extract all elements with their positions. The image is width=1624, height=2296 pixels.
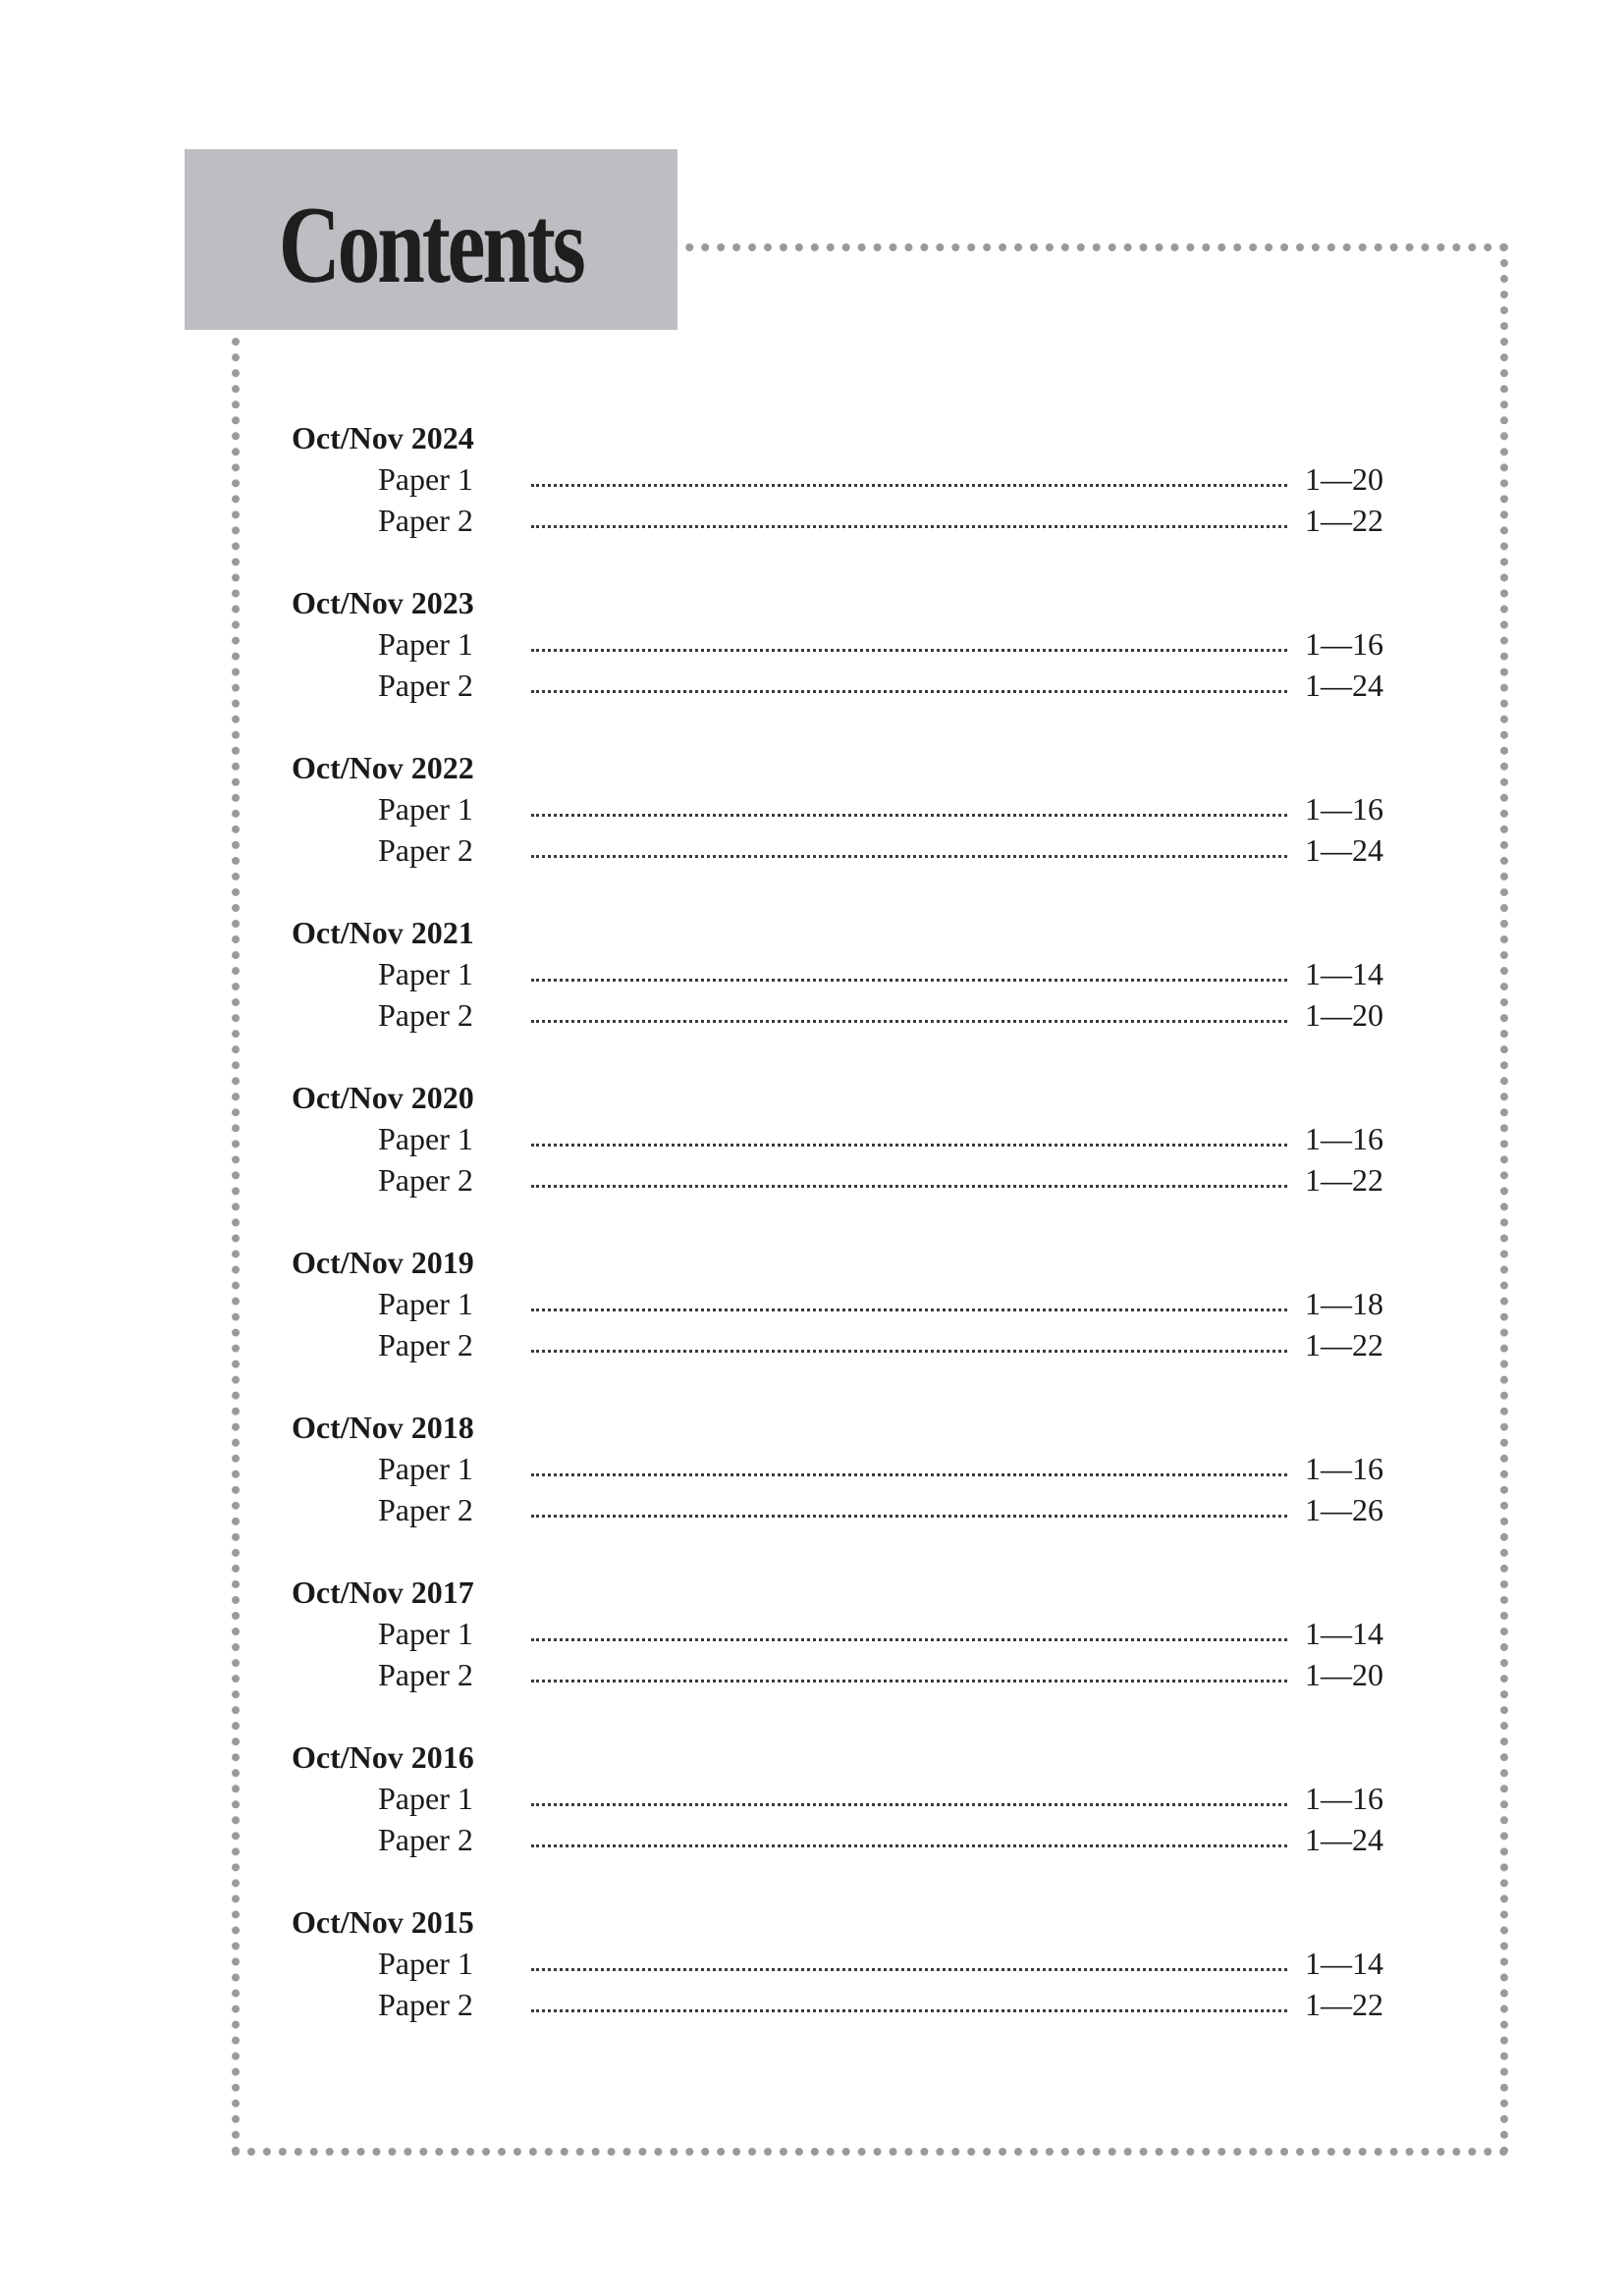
entry-pages: 1—22 (1305, 1162, 1383, 1198)
dot-leader (531, 1515, 1287, 1518)
toc-section (292, 1736, 1391, 1860)
entry-pages: 1—24 (1305, 667, 1383, 703)
toc-entry[interactable] (292, 1489, 1391, 1530)
toc-entry[interactable] (292, 788, 1391, 829)
toc-entry[interactable] (292, 1448, 1391, 1489)
entry-label: Paper 2 (378, 667, 473, 703)
dot-leader (531, 1844, 1287, 1847)
section-title: Oct/Nov 2016 (292, 1739, 474, 1775)
entry-label: Paper 1 (378, 1121, 473, 1156)
toc-entry[interactable] (292, 1778, 1391, 1819)
entry-pages: 1—24 (1305, 1822, 1383, 1857)
entry-label: Paper 1 (378, 461, 473, 497)
entry-pages: 1—14 (1305, 956, 1383, 991)
section-title: Oct/Nov 2018 (292, 1410, 474, 1445)
entry-label: Paper 1 (378, 1451, 473, 1486)
toc-section (292, 1572, 1391, 1695)
section-title: Oct/Nov 2019 (292, 1245, 474, 1280)
entry-pages: 1—16 (1305, 1781, 1383, 1816)
entry-pages: 1—22 (1305, 1987, 1383, 2022)
toc-entry[interactable] (292, 953, 1391, 994)
toc-section (292, 1077, 1391, 1201)
toc-entry[interactable] (292, 1159, 1391, 1201)
toc-entry[interactable] (292, 1819, 1391, 1860)
entry-label: Paper 2 (378, 1657, 473, 1692)
toc-entry[interactable] (292, 623, 1391, 665)
entry-pages: 1—16 (1305, 1451, 1383, 1486)
dot-leader (531, 1020, 1287, 1023)
toc-entry[interactable] (292, 994, 1391, 1036)
entry-label: Paper 1 (378, 956, 473, 991)
section-title: Oct/Nov 2015 (292, 1904, 474, 1940)
entry-label: Paper 2 (378, 1162, 473, 1198)
dot-leader (531, 2009, 1287, 2012)
dot-leader (531, 1803, 1287, 1806)
toc-entry[interactable] (292, 458, 1391, 500)
entry-pages: 1—20 (1305, 1657, 1383, 1692)
page-title: Contents (279, 184, 583, 306)
entry-label: Paper 2 (378, 997, 473, 1033)
entry-label: Paper 1 (378, 626, 473, 662)
dot-leader (531, 484, 1287, 487)
entry-label: Paper 1 (378, 1946, 473, 1981)
dot-leader (531, 814, 1287, 817)
dot-leader (531, 1185, 1287, 1188)
toc-entry[interactable] (292, 665, 1391, 706)
section-title: Oct/Nov 2022 (292, 750, 474, 785)
section-title: Oct/Nov 2021 (292, 915, 474, 950)
entry-pages: 1—16 (1305, 791, 1383, 827)
dot-leader (531, 1308, 1287, 1311)
toc-section (292, 1407, 1391, 1530)
entry-label: Paper 1 (378, 1616, 473, 1651)
entry-label: Paper 1 (378, 791, 473, 827)
dot-leader (531, 855, 1287, 858)
dot-leader (531, 1680, 1287, 1682)
toc-section (292, 747, 1391, 871)
entry-pages: 1—14 (1305, 1946, 1383, 1981)
dot-leader (531, 1968, 1287, 1971)
entry-label: Paper 2 (378, 1822, 473, 1857)
toc-entry[interactable] (292, 1984, 1391, 2025)
dot-leader (531, 1638, 1287, 1641)
dot-leader (531, 525, 1287, 528)
section-title: Oct/Nov 2023 (292, 585, 474, 620)
toc-section (292, 912, 1391, 1036)
entry-pages: 1—16 (1305, 626, 1383, 662)
dot-leader (531, 690, 1287, 693)
toc-entry[interactable] (292, 500, 1391, 541)
entry-pages: 1—22 (1305, 1327, 1383, 1362)
toc-section (292, 1901, 1391, 2025)
entry-label: Paper 2 (378, 1492, 473, 1527)
entry-pages: 1—20 (1305, 461, 1383, 497)
entry-label: Paper 1 (378, 1286, 473, 1321)
entry-label: Paper 2 (378, 503, 473, 538)
toc-entry[interactable] (292, 1654, 1391, 1695)
section-title: Oct/Nov 2017 (292, 1575, 474, 1610)
entry-pages: 1—24 (1305, 832, 1383, 868)
entry-pages: 1—14 (1305, 1616, 1383, 1651)
toc-section (292, 417, 1391, 541)
title-banner (185, 149, 677, 330)
dot-leader (531, 1144, 1287, 1147)
entry-pages: 1—20 (1305, 997, 1383, 1033)
entry-label: Paper 2 (378, 1327, 473, 1362)
table-of-contents (292, 417, 1391, 2066)
toc-section (292, 1242, 1391, 1365)
toc-entry[interactable] (292, 1118, 1391, 1159)
dot-leader (531, 1350, 1287, 1353)
toc-entry[interactable] (292, 1943, 1391, 1984)
section-title: Oct/Nov 2024 (292, 420, 474, 455)
entry-label: Paper 2 (378, 832, 473, 868)
entry-label: Paper 1 (378, 1781, 473, 1816)
toc-entry[interactable] (292, 1324, 1391, 1365)
dot-leader (531, 649, 1287, 652)
section-title: Oct/Nov 2020 (292, 1080, 474, 1115)
toc-entry[interactable] (292, 1613, 1391, 1654)
entry-pages: 1—16 (1305, 1121, 1383, 1156)
entry-label: Paper 2 (378, 1987, 473, 2022)
dot-leader (531, 979, 1287, 982)
entry-pages: 1—22 (1305, 503, 1383, 538)
toc-section (292, 582, 1391, 706)
dot-leader (531, 1473, 1287, 1476)
toc-entry[interactable] (292, 1283, 1391, 1324)
entry-pages: 1—18 (1305, 1286, 1383, 1321)
toc-entry[interactable] (292, 829, 1391, 871)
entry-pages: 1—26 (1305, 1492, 1383, 1527)
